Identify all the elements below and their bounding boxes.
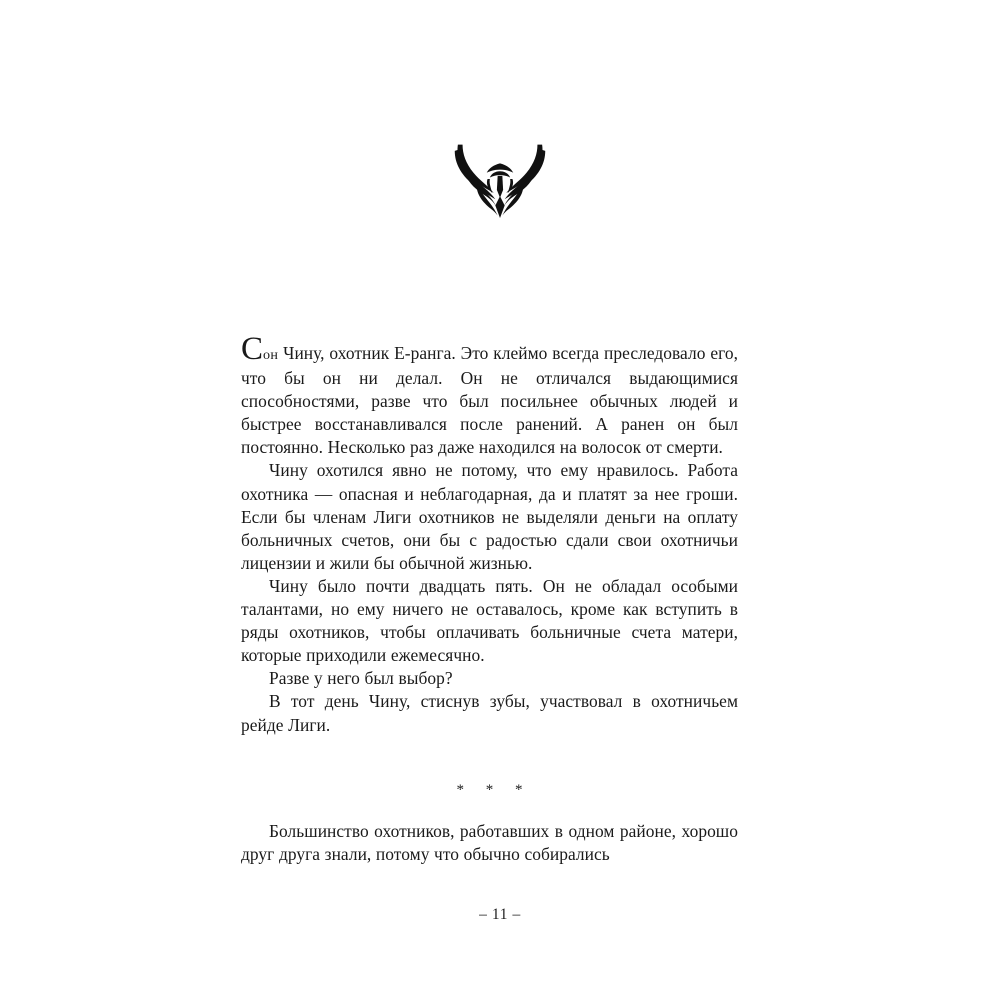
paragraph-1: Чину охотился явно не потому, что ему нравилось. Работа охотника — опасная и неблагодарная, да и платят за нее гроши. Если бы членам Лиги охотников не выделяли деньги на оплату больничных счетов, они бы с радостью сдали свои охотничьи лицензии и жили бы обычной жизнью. (241, 460, 738, 573)
chapter-ornament (0, 140, 1000, 218)
opening-text: Чину, охотник Е-ранга. Это клеймо всегда преследовало его, что бы он ни делал. Он не отличался выдающимися способностями, разве что был посильнее обычных людей и быстрее восстанавливался после ранений. А ранен он был постоянно. Несколько раз даже находился на волосок от смерти. (241, 343, 738, 458)
paragraph-5: Большинство охотников, работавших в одном районе, хорошо друг друга знали, потому что обычно собирались (241, 821, 738, 865)
paragraph-4: В тот день Чину, стиснув зубы, участвовал в охотничьем рейде Лиги. (241, 691, 738, 735)
body-text-column (241, 331, 738, 737)
horned-tribal-emblem-icon (452, 140, 548, 218)
body-text-column-after-break (241, 820, 738, 866)
page-number: – 11 – (479, 906, 521, 923)
paragraph-opening (241, 331, 738, 459)
paragraph-2: Чину было почти двадцать пять. Он не обладал особыми талантами, но ему ничего не оставалось, кроме как вступить в ряды охотников, чтобы оплачивать больничные счета матери, которые приходили ежемесячно. (241, 575, 738, 666)
opening-small-caps: он (263, 347, 279, 363)
drop-cap: С (241, 331, 264, 367)
paragraph-3: Разве у него был выбор? (269, 668, 453, 689)
scene-break-separator: * * * (456, 782, 532, 798)
